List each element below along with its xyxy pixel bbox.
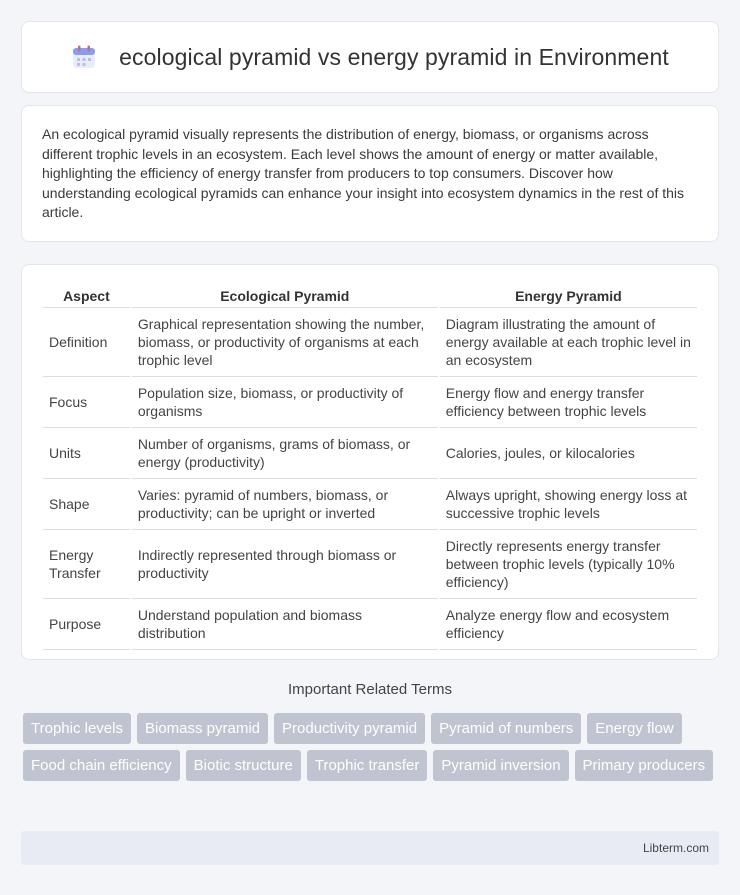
related-term-tag[interactable]: Trophic levels <box>23 713 131 744</box>
related-term-tag[interactable]: Pyramid inversion <box>433 750 568 781</box>
column-header-aspect: Aspect <box>43 283 130 308</box>
energy-cell: Directly represents energy transfer between trophic levels (typically 10% efficiency) <box>440 530 697 599</box>
related-term-tag[interactable]: Productivity pyramid <box>274 713 425 744</box>
footer-site-link[interactable]: Libterm.com <box>642 841 709 855</box>
header-inner <box>71 44 669 71</box>
table-row <box>43 599 697 650</box>
comparison-table-card <box>21 264 719 660</box>
energy-cell: Diagram illustrating the amount of energy available at each trophic level in an ecosystem <box>440 308 697 377</box>
aspect-cell: Shape <box>43 479 130 530</box>
energy-cell: Analyze energy flow and ecosystem efficiency <box>440 599 697 650</box>
related-term-tag[interactable]: Primary producers <box>575 750 714 781</box>
ecological-cell: Varies: pyramid of numbers, biomass, or productivity; can be upright or inverted <box>132 479 438 530</box>
aspect-cell: Units <box>43 428 130 479</box>
related-term-tag[interactable]: Biotic structure <box>186 750 301 781</box>
related-term-tag[interactable]: Pyramid of numbers <box>431 713 581 744</box>
energy-cell: Always upright, showing energy loss at successive trophic levels <box>440 479 697 530</box>
table-row <box>43 530 697 599</box>
ecological-cell: Indirectly represented through biomass or productivity <box>132 530 438 599</box>
related-term-tag[interactable]: Food chain efficiency <box>23 750 180 781</box>
table-row <box>43 479 697 530</box>
ecological-cell: Graphical representation showing the number, biomass, or productivity of organisms at each trophic level <box>132 308 438 377</box>
related-term-tag[interactable]: Energy flow <box>587 713 681 744</box>
header-card <box>21 21 719 93</box>
table-header-row <box>43 283 697 308</box>
energy-cell: Calories, joules, or kilocalories <box>440 428 697 479</box>
column-header-energy-pyramid: Energy Pyramid <box>440 283 697 308</box>
ecological-cell: Understand population and biomass distribution <box>132 599 438 650</box>
table-row <box>43 308 697 377</box>
table-row <box>43 428 697 479</box>
related-term-tag[interactable]: Biomass pyramid <box>137 713 268 744</box>
energy-cell: Energy flow and energy transfer efficiency between trophic levels <box>440 377 697 428</box>
ecological-cell: Number of organisms, grams of biomass, or energy (productivity) <box>132 428 438 479</box>
footer-bar <box>21 831 719 865</box>
table-row <box>43 377 697 428</box>
related-term-tag[interactable]: Trophic transfer <box>307 750 427 781</box>
aspect-cell: Focus <box>43 377 130 428</box>
intro-paragraph: An ecological pyramid visually represents the distribution of energy, biomass, or organisms across different trophic levels in an ecosystem. Each level shows the amount of energy or matter available, highlighting the efficiency of energy transfer from producers to top consumers. Discover how understanding ecological pyramids can enhance your insight into ecosystem dynamics in the rest of this article. <box>42 126 685 221</box>
aspect-cell: Definition <box>43 308 130 377</box>
ecological-cell: Population size, biomass, or productivity of organisms <box>132 377 438 428</box>
intro-card <box>21 105 719 242</box>
column-header-ecological-pyramid: Ecological Pyramid <box>132 283 438 308</box>
aspect-cell: Purpose <box>43 599 130 650</box>
aspect-cell: Energy Transfer <box>43 530 130 599</box>
related-terms-title: Important Related Terms <box>288 681 452 698</box>
page-title: ecological pyramid vs energy pyramid in Environment <box>119 43 669 70</box>
calendar-icon <box>71 44 97 70</box>
related-terms-list <box>23 713 723 781</box>
comparison-table <box>41 283 699 650</box>
